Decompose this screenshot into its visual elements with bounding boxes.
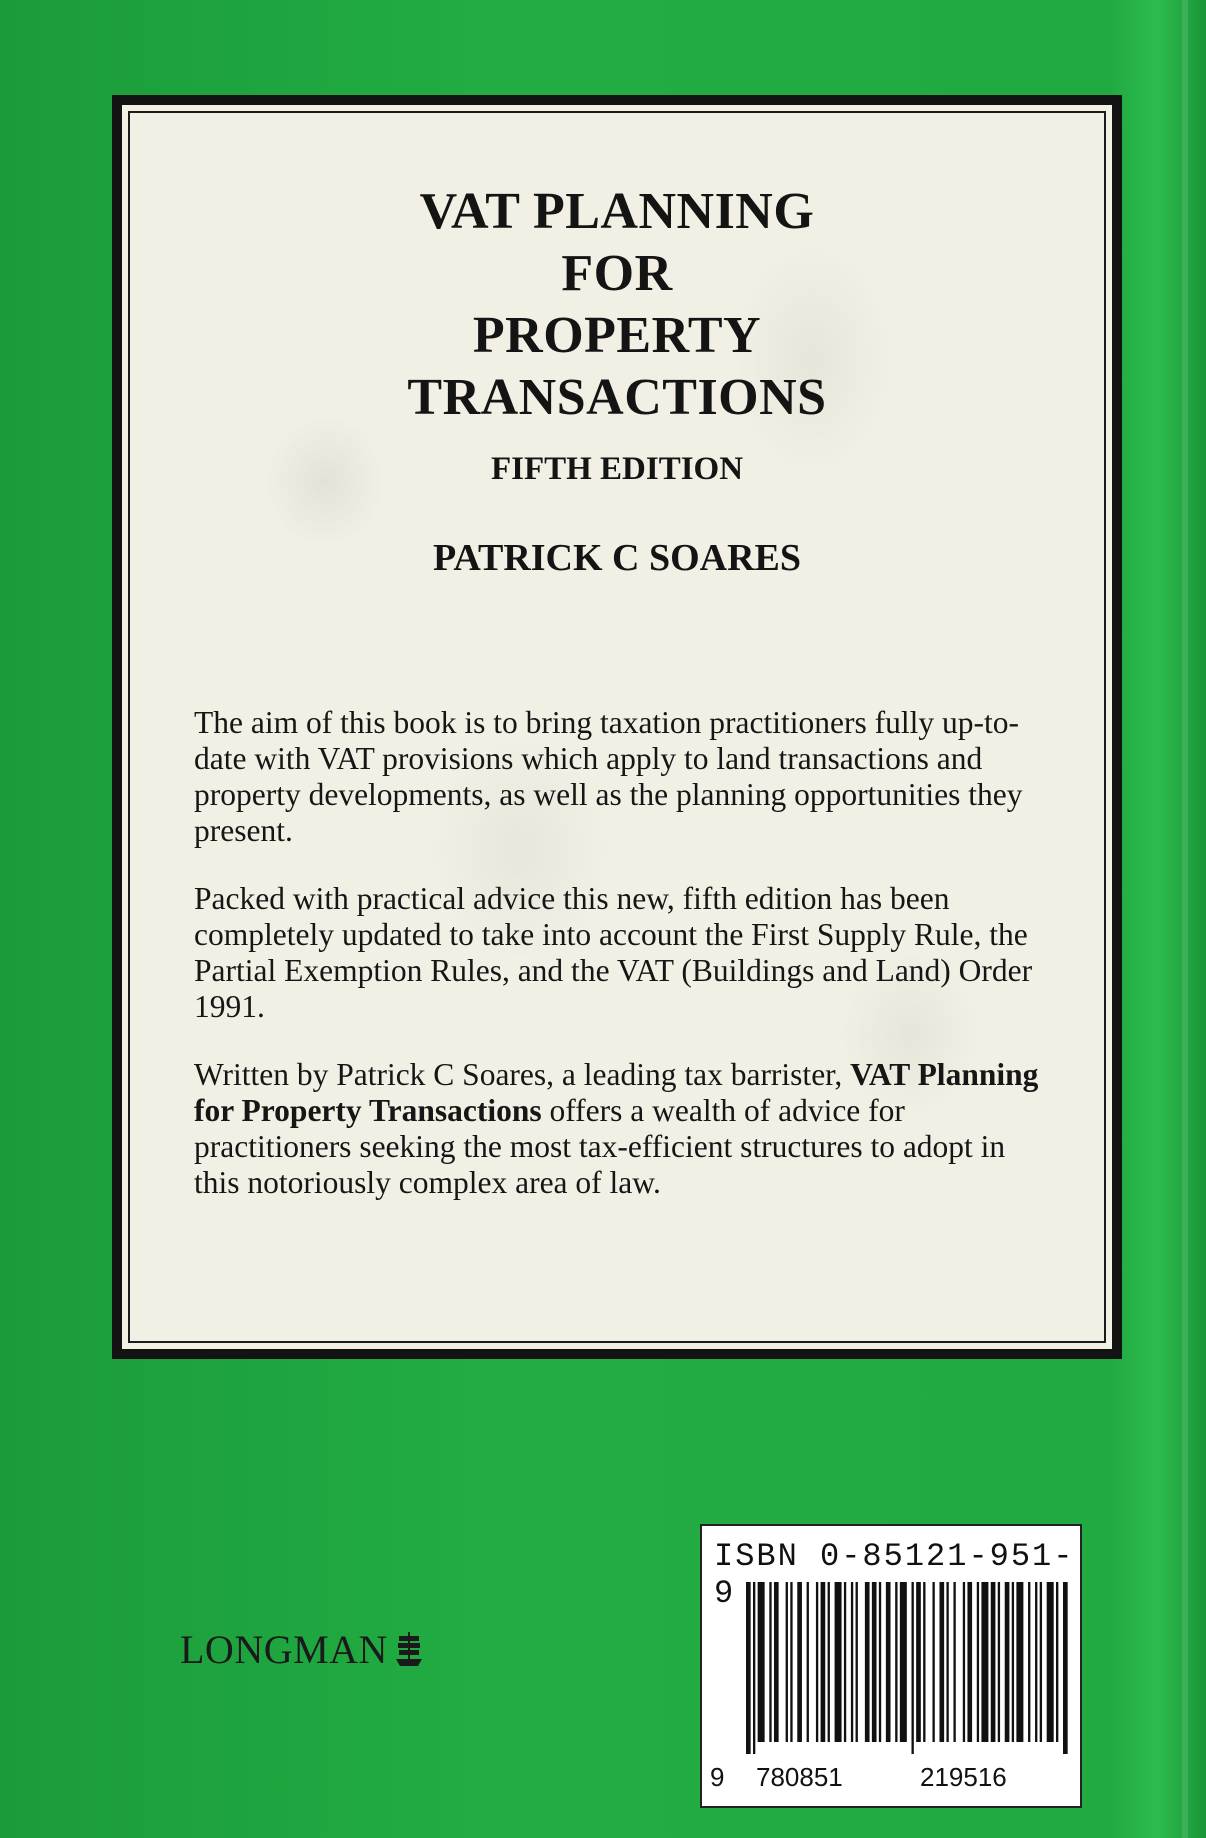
barcode-bar bbox=[879, 1582, 881, 1742]
barcode-bar bbox=[828, 1582, 830, 1742]
barcode-bar bbox=[758, 1582, 765, 1742]
barcode-bar bbox=[821, 1582, 826, 1742]
title-line-4: TRANSACTIONS bbox=[407, 369, 827, 426]
barcode-bar bbox=[865, 1582, 870, 1742]
barcode-bar bbox=[1040, 1582, 1042, 1742]
barcode-bar bbox=[886, 1582, 891, 1742]
barcode-bar bbox=[981, 1582, 988, 1742]
barcode-bar bbox=[844, 1582, 846, 1742]
barcode-bar bbox=[872, 1582, 877, 1742]
barcode-bar bbox=[923, 1582, 925, 1742]
barcode-bar bbox=[916, 1582, 921, 1742]
barcode-bar bbox=[977, 1582, 979, 1742]
barcode-bar bbox=[1005, 1582, 1010, 1742]
cover-edge bbox=[1182, 0, 1188, 1838]
barcode-bar bbox=[998, 1582, 1000, 1742]
barcode bbox=[746, 1582, 1070, 1754]
barcode-bar bbox=[991, 1582, 996, 1742]
barcode-bar bbox=[769, 1582, 771, 1742]
blurb-paragraph-2: Packed with practical advice this new, fifth edition has been completely updated to take into account the First Supply Rule, the Partial Exemption Rules, and the VAT (Buildings and Land) Order 1991. bbox=[194, 881, 1033, 1024]
description-panel bbox=[112, 95, 1122, 1359]
barcode-bar bbox=[746, 1582, 751, 1754]
barcode-bar bbox=[786, 1582, 788, 1742]
barcode-bar bbox=[1012, 1582, 1014, 1742]
title-line-1: VAT PLANNING bbox=[419, 183, 815, 240]
title-line-2: FOR bbox=[561, 245, 673, 302]
barcode-bar bbox=[753, 1582, 755, 1754]
barcode-bar bbox=[1056, 1582, 1058, 1742]
barcode-bar bbox=[790, 1582, 792, 1742]
barcode-label bbox=[700, 1524, 1082, 1808]
barcode-bar bbox=[1063, 1582, 1068, 1754]
publisher-logo bbox=[180, 1626, 422, 1673]
ship-icon bbox=[396, 1632, 422, 1668]
ean-right-group: 219516 bbox=[920, 1762, 1007, 1792]
barcode-bar bbox=[1035, 1582, 1037, 1742]
barcode-bar bbox=[895, 1582, 897, 1742]
barcode-bar bbox=[807, 1582, 809, 1742]
ean-first-digit: 9 bbox=[710, 1762, 725, 1792]
barcode-bar bbox=[774, 1582, 779, 1742]
ean-left-group: 780851 bbox=[756, 1762, 843, 1792]
barcode-bar bbox=[851, 1582, 853, 1742]
barcode-bar bbox=[953, 1582, 955, 1742]
barcode-bar bbox=[932, 1582, 934, 1742]
title-line-3: PROPERTY bbox=[472, 307, 762, 364]
author-name: PATRICK C SOARES bbox=[432, 537, 802, 579]
barcode-bar bbox=[835, 1582, 842, 1742]
barcode-bar bbox=[797, 1582, 802, 1742]
barcode-bar bbox=[900, 1582, 907, 1742]
isbn-number: ISBN 0-85121-951-9 bbox=[714, 1538, 1075, 1612]
barcode-bar bbox=[856, 1582, 858, 1742]
barcode-bar bbox=[967, 1582, 972, 1742]
barcode-bar bbox=[1047, 1582, 1054, 1742]
barcode-bar bbox=[816, 1582, 818, 1742]
barcode-bar bbox=[946, 1582, 948, 1742]
blurb-book-title: VAT Planning for Property Transactions bbox=[194, 1057, 1039, 1128]
barcode-bar bbox=[1028, 1582, 1030, 1742]
blurb-text: offers a wealth of advice for practitioners seeking the most tax-efficient structures to adopt in this notoriously complex area of law. bbox=[194, 1093, 1006, 1200]
barcode-bar bbox=[912, 1582, 914, 1754]
edition-label: FIFTH EDITION bbox=[490, 451, 744, 487]
book-title bbox=[130, 181, 1104, 429]
barcode-bar bbox=[963, 1582, 965, 1742]
barcode-bar bbox=[1016, 1582, 1023, 1742]
barcode-bar bbox=[939, 1582, 944, 1742]
blurb-text: Written by Patrick C Soares, a leading tax barrister, bbox=[194, 1057, 851, 1092]
blurb-paragraph-3 bbox=[194, 1057, 1054, 1201]
blurb-paragraph-1: The aim of this book is to bring taxation practitioners fully up-to-date with VAT provisions which apply to land transactions and property developments, as well as the planning opportunities they present. bbox=[194, 705, 1023, 848]
publisher-name: LONGMAN bbox=[180, 1627, 388, 1672]
